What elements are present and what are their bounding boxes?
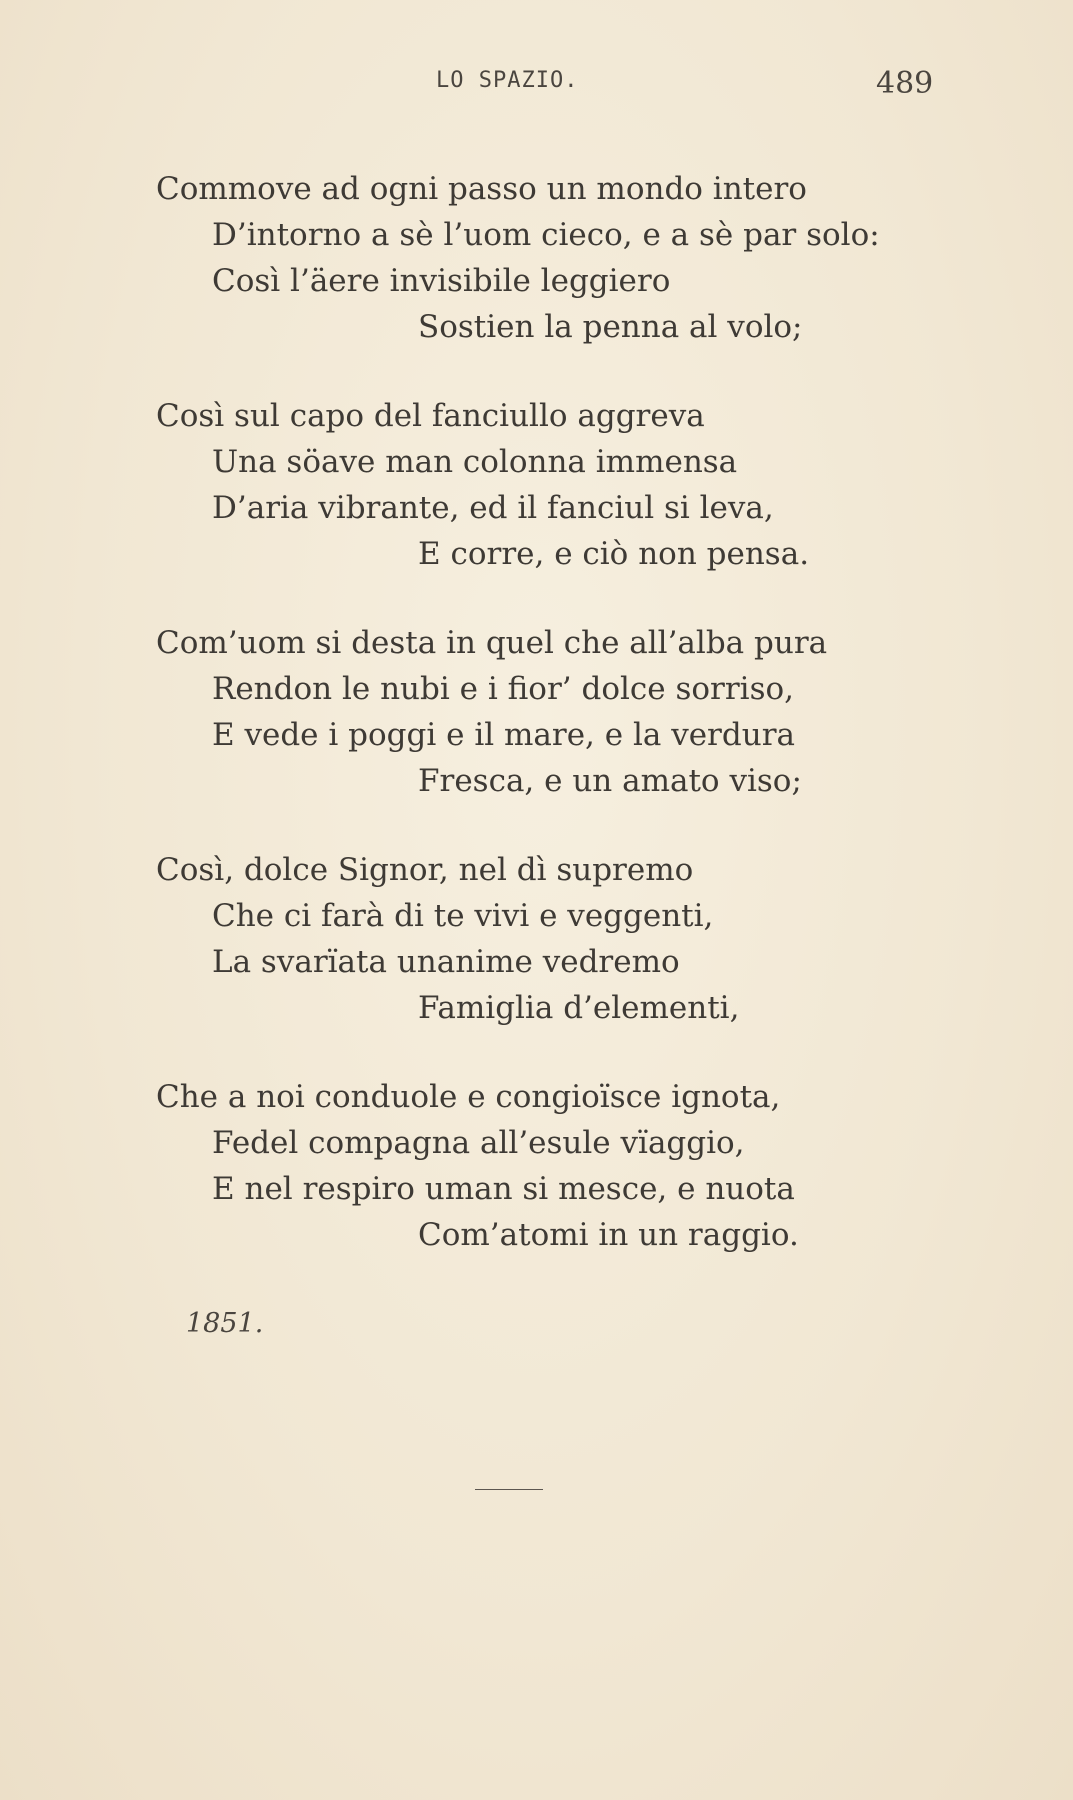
- poem-line: Com’atomi in un raggio.: [418, 1217, 799, 1253]
- stanza-3: [0, 620, 1073, 804]
- poem-line: Così l’äere invisibile leggiero: [212, 263, 671, 299]
- poem-line: Fedel compagna all’esule vïaggio,: [212, 1125, 745, 1161]
- poem-line: D’intorno a sè l’uom cieco, e a sè par solo:: [212, 217, 880, 253]
- poem-line: Sostien la penna al volo;: [418, 309, 803, 345]
- end-rule: [475, 1489, 543, 1490]
- page-number: 489: [876, 66, 934, 101]
- running-head: [0, 68, 1073, 108]
- stanza-1: [0, 166, 1073, 350]
- poem-line: E corre, e ciò non pensa.: [418, 536, 810, 572]
- poem-line: Commove ad ogni passo un mondo intero: [156, 171, 807, 207]
- poem-line: E nel respiro uman si mesce, e nuota: [212, 1171, 795, 1207]
- poem-line: Famiglia d’elementi,: [418, 990, 740, 1026]
- poem-line: Fresca, e un amato viso;: [418, 763, 802, 799]
- poem-line: Così sul capo del fanciullo aggreva: [156, 398, 705, 434]
- stanza-4: [0, 847, 1073, 1031]
- poem-line: D’aria vibrante, ed il fanciul si leva,: [212, 490, 774, 526]
- poem-date: 1851.: [186, 1308, 264, 1339]
- poem-line: La svarïata unanime vedremo: [212, 944, 680, 980]
- poem: [0, 166, 1073, 1301]
- poem-line: Una söave man colonna immensa: [212, 444, 738, 480]
- poem-line: E vede i poggi e il mare, e la verdura: [212, 717, 795, 753]
- poem-line: Com’uom si desta in quel che all’alba pura: [156, 625, 828, 661]
- poem-line: Rendon le nubi e i fior’ dolce sorriso,: [212, 671, 795, 707]
- poem-line: Che a noi conduole e congioïsce ignota,: [156, 1079, 781, 1115]
- poem-line: Così, dolce Signor, nel dì supremo: [156, 852, 694, 888]
- stanza-5: [0, 1074, 1073, 1258]
- poem-line: Che ci farà di te vivi e veggenti,: [212, 898, 714, 934]
- running-title: LO SPAZIO.: [436, 68, 579, 93]
- stanza-2: [0, 393, 1073, 577]
